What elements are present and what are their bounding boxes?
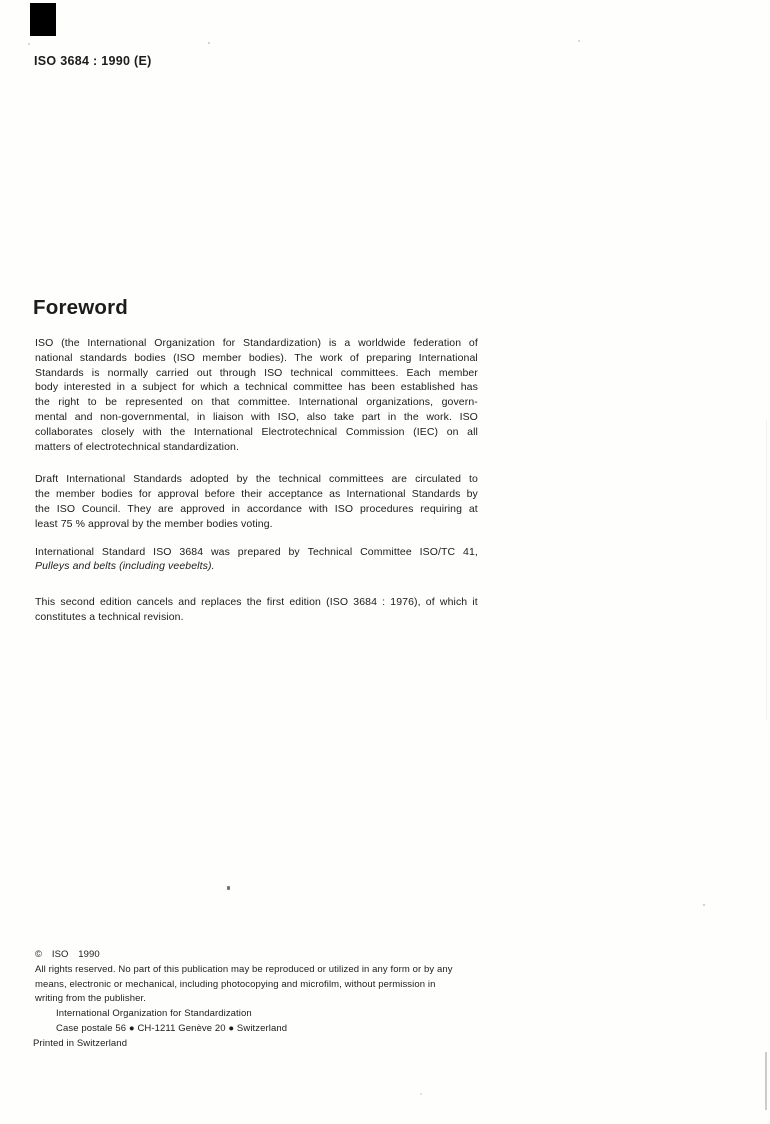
body-line: This second edition cancels and replaces the first edition (ISO 3684 : 1976), of which it <box>35 596 478 609</box>
scan-speck <box>227 886 230 890</box>
scan-speck <box>208 42 210 44</box>
body-line: the right to be represented on that committee. International organizations, govern- <box>35 396 478 409</box>
body-line: Draft International Standards adopted by the technical committees are circulated to <box>35 473 478 486</box>
copyright-notice: © ISO 1990 <box>35 949 100 960</box>
page-edge-streak <box>765 1052 767 1110</box>
body-line: national standards bodies (ISO member bodies). The work of preparing International <box>35 351 478 364</box>
body-line: ISO (the International Organization for Standardization) is a worldwide federation of <box>35 337 478 349</box>
body-line: least 75 % approval by the member bodies voting. <box>35 517 273 530</box>
body-line: mental and non-governmental, in liaison with ISO, also take part in the work. ISO <box>35 410 478 423</box>
printed-in-line: Printed in Switzerland <box>33 1037 128 1049</box>
foreword-paragraph-3 <box>35 545 478 575</box>
body-line-committee-title: Pulleys and belts (including veebelts). <box>35 560 215 573</box>
rights-line: writing from the publisher. <box>35 993 146 1005</box>
body-line: matters of electrotechnical standardization. <box>35 440 240 453</box>
publisher-address: Case postale 56 ● CH-1211 Genève 20 ● Switzerland <box>56 1022 288 1034</box>
doc-reference: ISO 3684 : 1990 (E) <box>34 54 152 68</box>
scan-speck <box>578 40 580 42</box>
copyright-footer <box>35 948 487 1052</box>
publisher-name: International Organization for Standardization <box>56 1008 252 1020</box>
rights-line: All rights reserved. No part of this publication may be reproduced or utilized in any form or by any <box>35 963 453 975</box>
rights-line: means, electronic or mechanical, including photocopying and microfilm, without permission in <box>35 978 436 990</box>
foreword-paragraph-4 <box>35 595 478 625</box>
body-line: Standards is normally carried out through ISO technical committees. Each member <box>35 366 478 379</box>
body-line: body interested in a subject for which a technical committee has been established has <box>35 381 478 394</box>
corner-registration-mark <box>30 3 56 36</box>
body-line: constitutes a technical revision. <box>35 610 184 623</box>
scan-speck <box>28 43 30 45</box>
foreword-paragraph-1 <box>35 336 478 454</box>
scan-speck <box>703 904 705 906</box>
foreword-body <box>35 336 478 643</box>
body-line: the member bodies for approval before their acceptance as International Standards by <box>35 488 478 501</box>
page-edge-streak <box>766 420 767 720</box>
foreword-paragraph-2 <box>35 472 478 531</box>
body-line: International Standard ISO 3684 was prepared by Technical Committee ISO/TC 41, <box>35 545 478 558</box>
scan-speck <box>420 1093 422 1095</box>
foreword-heading: Foreword <box>33 296 128 319</box>
body-line: collaborates closely with the International Electrotechnical Commission (IEC) on all <box>35 425 478 438</box>
body-line: the ISO Council. They are approved in accordance with ISO procedures requiring at <box>35 502 478 515</box>
